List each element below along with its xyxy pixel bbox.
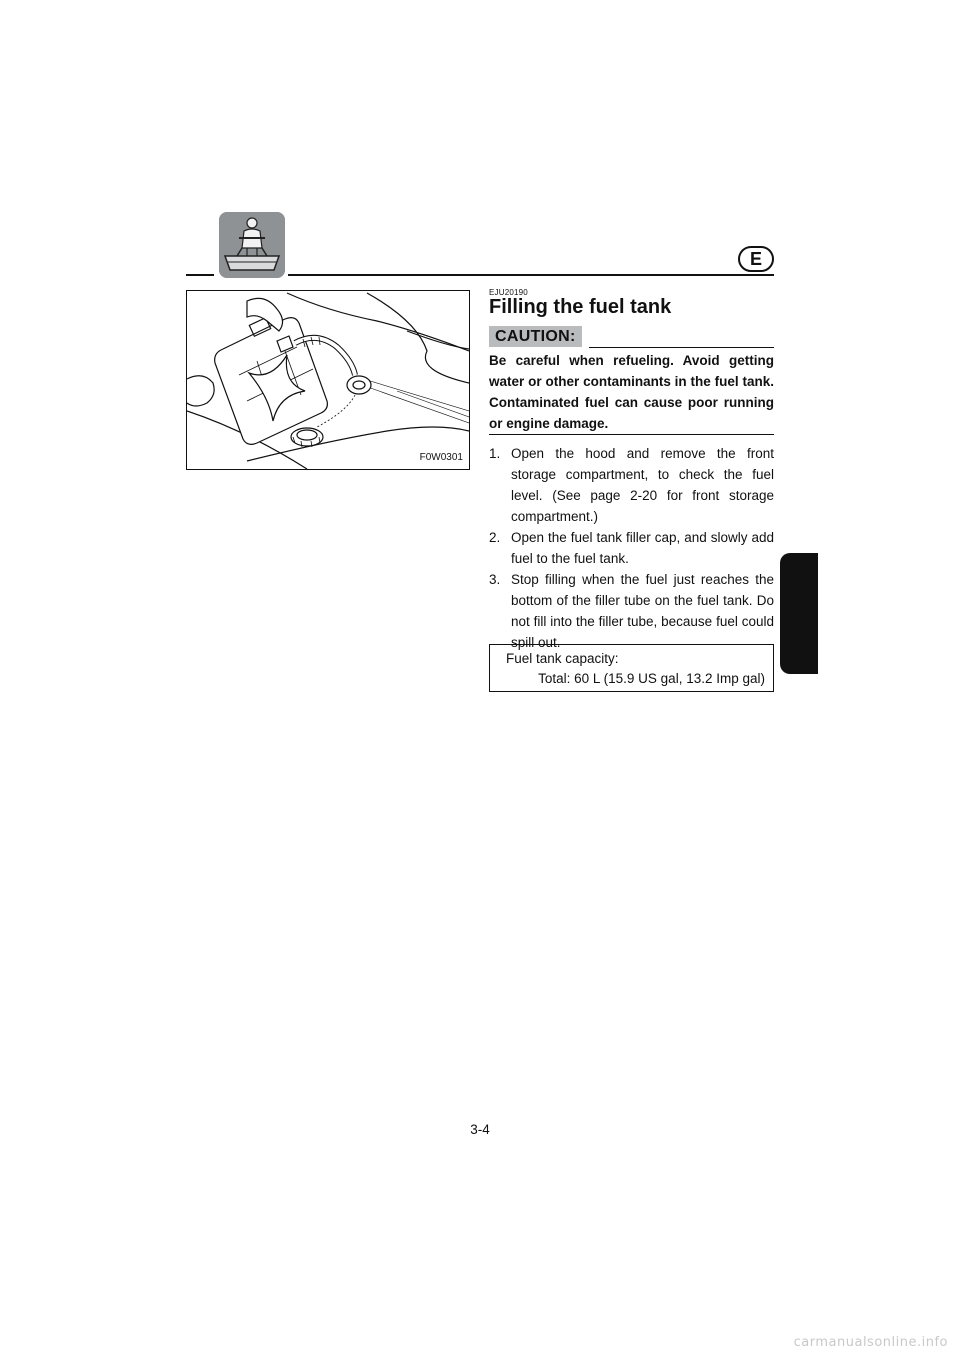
language-badge: E bbox=[738, 246, 774, 272]
caution-end-rule bbox=[489, 434, 774, 435]
step-text: Open the fuel tank filler cap, and slowly add fuel to the fuel tank. bbox=[511, 530, 774, 566]
step-number: 1. bbox=[489, 446, 501, 461]
caution-header bbox=[489, 326, 774, 350]
step-text: Stop filling when the fuel just reaches the bottom of the filler tube on the fuel tank. Do not fill into the filler tube, because fuel could spill out. bbox=[511, 572, 774, 650]
spec-label: Fuel tank capacity: bbox=[506, 651, 619, 666]
step-number: 3. bbox=[489, 572, 501, 587]
header-rule-left bbox=[186, 274, 214, 276]
step-text: Open the hood and remove the front storage compartment, to check the fuel level. (See page 2-20 for front storage compartment.) bbox=[511, 446, 774, 524]
list-item bbox=[489, 527, 774, 569]
spec-value: Total: 60 L (15.9 US gal, 13.2 Imp gal) bbox=[538, 671, 765, 686]
page-number: 3-4 bbox=[470, 1122, 490, 1137]
steps-list bbox=[489, 443, 774, 653]
watermark: carmanualsonline.info bbox=[793, 1335, 948, 1350]
list-item bbox=[489, 443, 774, 527]
caution-label: CAUTION: bbox=[489, 326, 582, 347]
step-number: 2. bbox=[489, 530, 501, 545]
header-rule-right bbox=[288, 274, 774, 276]
figure-code: F0W0301 bbox=[419, 452, 463, 463]
rider-on-watercraft-icon bbox=[219, 212, 285, 278]
caution-rule bbox=[589, 347, 774, 348]
chapter-side-tab bbox=[780, 553, 818, 674]
section-title: Filling the fuel tank bbox=[489, 296, 672, 318]
spec-box bbox=[489, 644, 774, 692]
refuel-illustration bbox=[186, 290, 470, 470]
section-code: EJU20190 bbox=[489, 288, 528, 297]
caution-text: Be careful when refueling. Avoid getting water or other contaminants in the fuel tank. Contaminated fuel can cause poor running or engine damage. bbox=[489, 353, 774, 431]
list-item bbox=[489, 569, 774, 653]
